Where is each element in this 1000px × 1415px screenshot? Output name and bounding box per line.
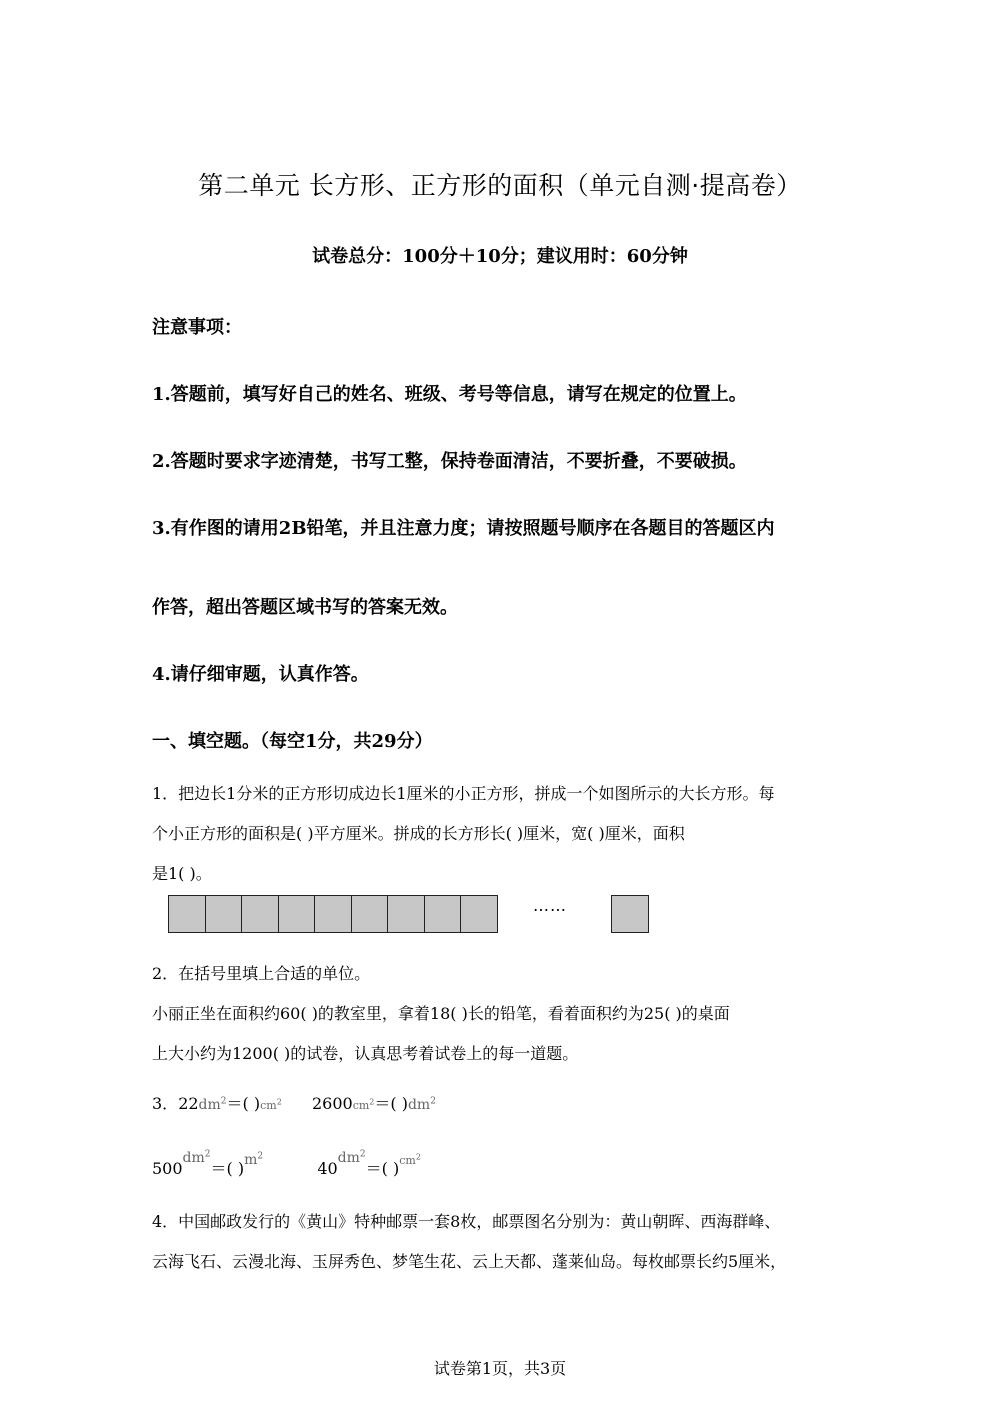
q3-d-value: 40 <box>317 1159 338 1178</box>
q3-d-unit2: $cm^2$ <box>399 1152 421 1167</box>
small-square <box>387 895 425 933</box>
small-square <box>314 895 352 933</box>
small-square <box>424 895 462 933</box>
q3-row-1 <box>152 1091 436 1114</box>
q3-d-blank: ＝( ) <box>365 1159 400 1178</box>
q3-a-unit: $dm^2$ <box>198 1096 227 1113</box>
small-square <box>241 895 279 933</box>
q2-line-2: 小丽正坐在面积约60( )的教室里，拿着18( )长的铅笔，看着面积约为25( )的桌面 <box>152 1004 730 1023</box>
q3-c-unit2: $m^2$ <box>244 1151 264 1168</box>
rectangle-figure <box>168 895 497 933</box>
q3-d-unit: $dm^2$ <box>337 1149 366 1166</box>
small-square <box>460 895 498 933</box>
q3-c-blank: ＝( ) <box>210 1159 245 1178</box>
q3-c-unit: $dm^2$ <box>182 1149 211 1166</box>
q2-line-1: 2．在括号里填上合适的单位。 <box>152 964 371 983</box>
q3-b-unit2: $dm^2$ <box>407 1096 436 1113</box>
q3-b-unit: $cm^2$ <box>352 1097 375 1112</box>
q4-line-1: 4．中国邮政发行的《黄山》特种邮票一套8枚，邮票图名分别为：黄山朝晖、西海群峰、 <box>152 1212 781 1231</box>
q1-line-3: 是1( )。 <box>152 864 212 883</box>
q3-b-blank: ＝( ) <box>374 1094 408 1113</box>
notice-item-4: 4.请仔细审题，认真作答。 <box>152 664 369 685</box>
q3-a-value: 22 <box>178 1094 199 1113</box>
notice-item-2: 2.答题时要求字迹清楚，书写工整，保持卷面清洁，不要折叠，不要破损。 <box>152 451 747 472</box>
notice-item-3-cont: 作答，超出答题区域书写的答案无效。 <box>152 597 458 618</box>
q3-a-unit2: $cm^2$ <box>260 1097 282 1112</box>
small-square-last <box>611 895 649 933</box>
q3-number: 3． <box>152 1094 179 1113</box>
small-square <box>351 895 389 933</box>
q3-a-blank: ＝( ) <box>226 1094 261 1113</box>
small-square <box>205 895 243 933</box>
q4-line-2: 云海飞石、云漫北海、玉屏秀色、梦笔生花、云上天都、蓬莱仙岛。每枚邮票长约5厘米， <box>152 1252 787 1271</box>
q2-line-3: 上大小约为1200( )的试卷，认真思考着试卷上的每一道题。 <box>152 1044 579 1063</box>
ellipsis: …… <box>533 896 567 915</box>
q3-b-value: 2600 <box>311 1094 353 1113</box>
q3-row-2 <box>152 1148 421 1178</box>
page-title: 第二单元 长方形、正方形的面积（单元自测·提高卷） <box>198 171 802 200</box>
notice-item-1: 1.答题前，填写好自己的姓名、班级、考号等信息，请写在规定的位置上。 <box>152 384 747 405</box>
q1-line-2: 个小正方形的面积是( )平方厘米。拼成的长方形长( )厘米，宽( )厘米，面积 <box>152 824 685 843</box>
notice-heading: 注意事项： <box>152 317 242 338</box>
exam-info: 试卷总分：100分＋10分；建议用时：60分钟 <box>312 246 688 267</box>
section-heading: 一、填空题。（每空1分，共29分） <box>152 731 433 752</box>
small-square <box>168 895 206 933</box>
q1-line-1: 1．把边长1分米的正方形切成边长1厘米的小正方形，拼成一个如图所示的大长方形。每 <box>152 784 775 803</box>
page-footer: 试卷第1页，共3页 <box>433 1359 567 1378</box>
notice-item-3: 3.有作图的请用2B铅笔，并且注意力度；请按照题号顺序在各题目的答题区内 <box>152 518 775 539</box>
q3-c-value: 500 <box>152 1159 183 1178</box>
small-square <box>278 895 316 933</box>
